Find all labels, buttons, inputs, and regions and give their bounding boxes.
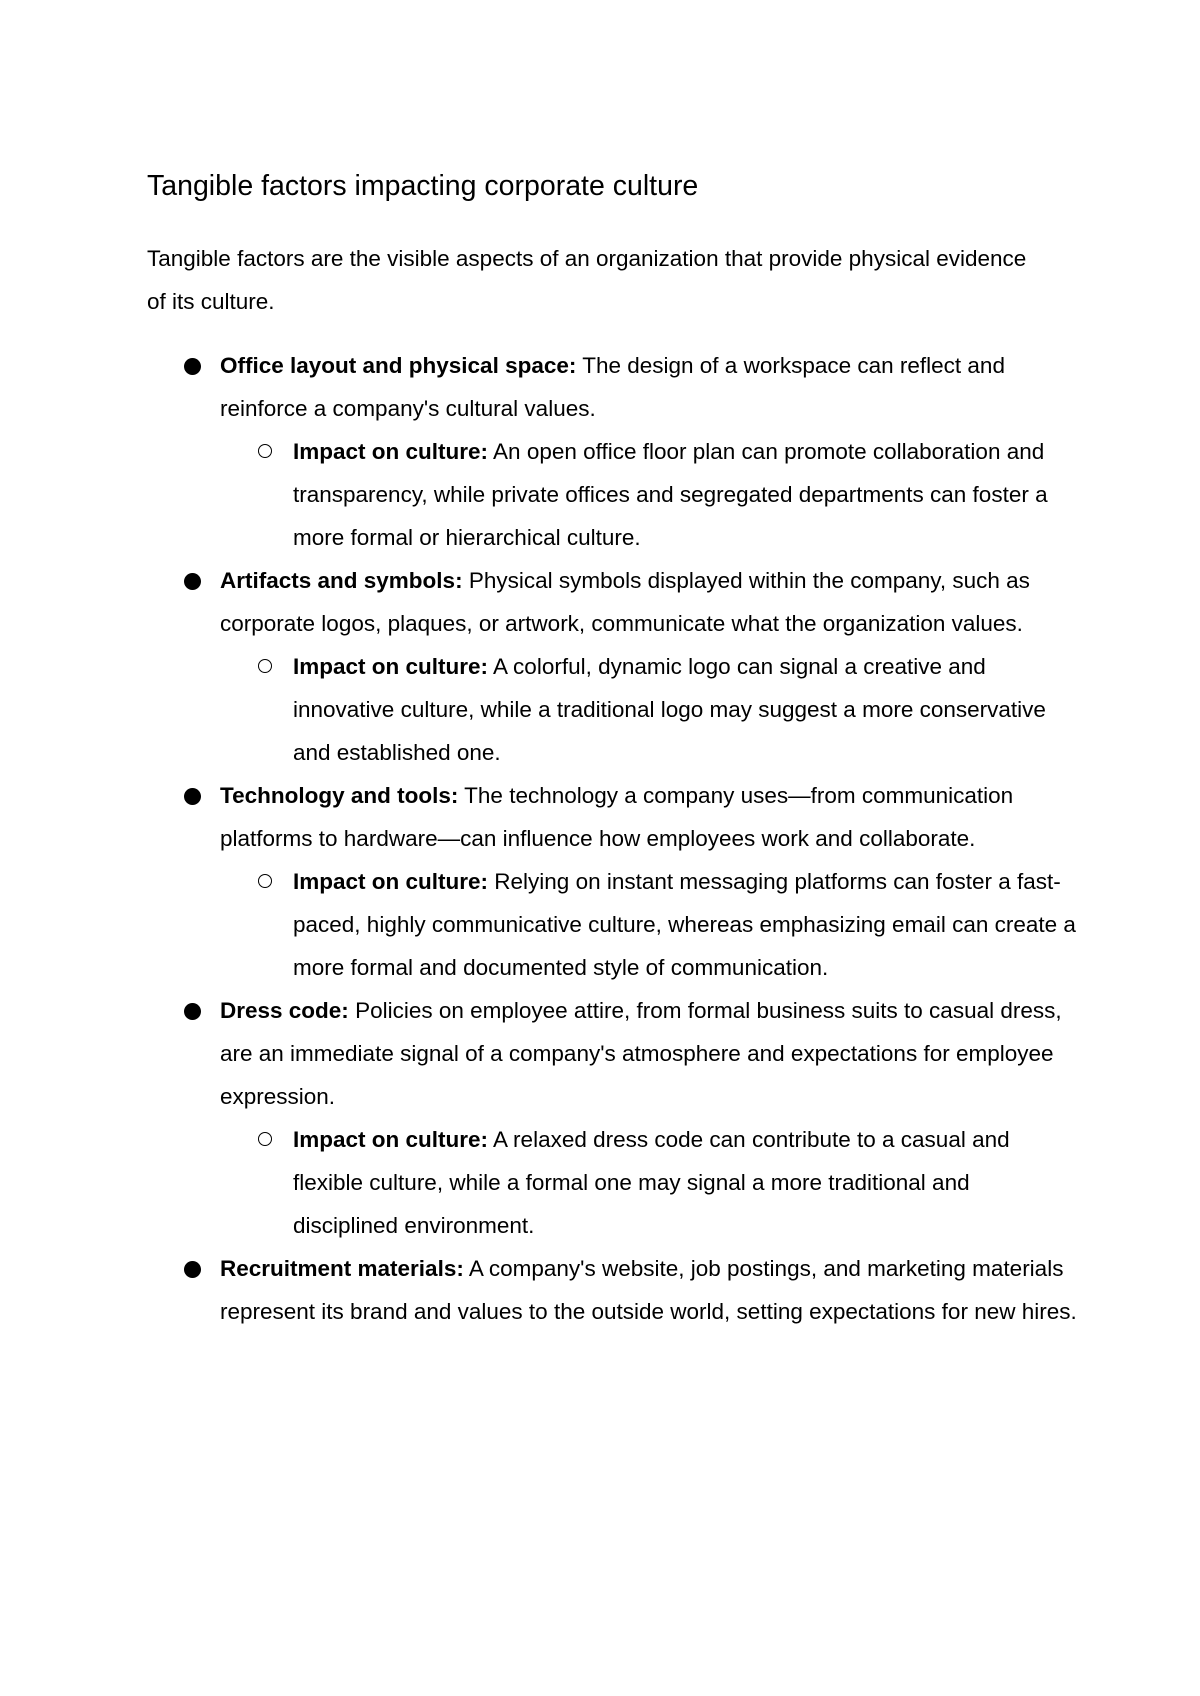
- item-text: Physical symbols displayed within the company, such as corporate logos, plaques, or artwork, communicate what the organization values.: [220, 568, 1030, 636]
- sub-item-lead: Impact on culture:: [293, 1127, 489, 1152]
- list-item-technology: [147, 774, 1077, 989]
- filled-bullet-icon: [184, 1003, 201, 1020]
- hollow-bullet-icon: [258, 1132, 272, 1146]
- sub-item-text: A colorful, dynamic logo can signal a creative and innovative culture, while a traditional logo may suggest a more conservative and established one.: [293, 654, 1046, 765]
- list-item-artifacts: [147, 559, 1077, 774]
- sub-item-text: Relying on instant messaging platforms can foster a fast-paced, highly communicative culture, whereas emphasizing email can create a more formal and documented style of communication.: [293, 869, 1076, 980]
- sub-list: [220, 860, 1077, 989]
- hollow-bullet-icon: [258, 659, 272, 673]
- filled-bullet-icon: [184, 1261, 201, 1278]
- filled-bullet-icon: [184, 788, 201, 805]
- sub-list: [220, 645, 1077, 774]
- intro-paragraph: Tangible factors are the visible aspects of an organization that provide physical evidence of its culture.: [147, 246, 1027, 314]
- hollow-bullet-icon: [258, 874, 272, 888]
- item-lead: Recruitment materials:: [220, 1256, 464, 1281]
- item-lead: Artifacts and symbols:: [220, 568, 463, 593]
- item-text: The design of a workspace can reflect and reinforce a company's cultural values.: [220, 353, 1005, 421]
- sub-item-lead: Impact on culture:: [293, 869, 489, 894]
- sub-item-lead: Impact on culture:: [293, 439, 489, 464]
- sub-item-impact: [220, 645, 1077, 774]
- item-text: Policies on employee attire, from formal business suits to casual dress, are an immediate signal of a company's atmosphere and expectations for employee expression.: [220, 998, 1062, 1109]
- page-title: Tangible factors impacting corporate culture: [147, 170, 699, 202]
- item-text: The technology a company uses—from communication platforms to hardware—can influence how employees work and collaborate.: [220, 783, 1014, 851]
- hollow-bullet-icon: [258, 444, 272, 458]
- item-lead: Office layout and physical space:: [220, 353, 577, 378]
- sub-item-text: An open office floor plan can promote collaboration and transparency, while private offices and segregated departments can foster a more formal or hierarchical culture.: [293, 439, 1048, 550]
- sub-item-impact: [220, 860, 1077, 989]
- sub-list: [220, 430, 1077, 559]
- list-item-office-layout: [147, 344, 1077, 559]
- factor-list: [147, 344, 1077, 1333]
- item-text: A company's website, job postings, and marketing materials represent its brand and values to the outside world, setting expectations for new hires.: [220, 1256, 1077, 1324]
- item-lead: Technology and tools:: [220, 783, 459, 808]
- sub-list: [220, 1118, 1077, 1247]
- filled-bullet-icon: [184, 573, 201, 590]
- filled-bullet-icon: [184, 358, 201, 375]
- item-lead: Dress code:: [220, 998, 349, 1023]
- sub-item-lead: Impact on culture:: [293, 654, 489, 679]
- list-item-recruitment: [147, 1247, 1077, 1333]
- list-item-dress-code: [147, 989, 1077, 1247]
- sub-item-impact: [220, 430, 1077, 559]
- sub-item-text: A relaxed dress code can contribute to a casual and flexible culture, while a formal one may signal a more traditional and disciplined environment.: [293, 1127, 1010, 1238]
- sub-item-impact: [220, 1118, 1077, 1247]
